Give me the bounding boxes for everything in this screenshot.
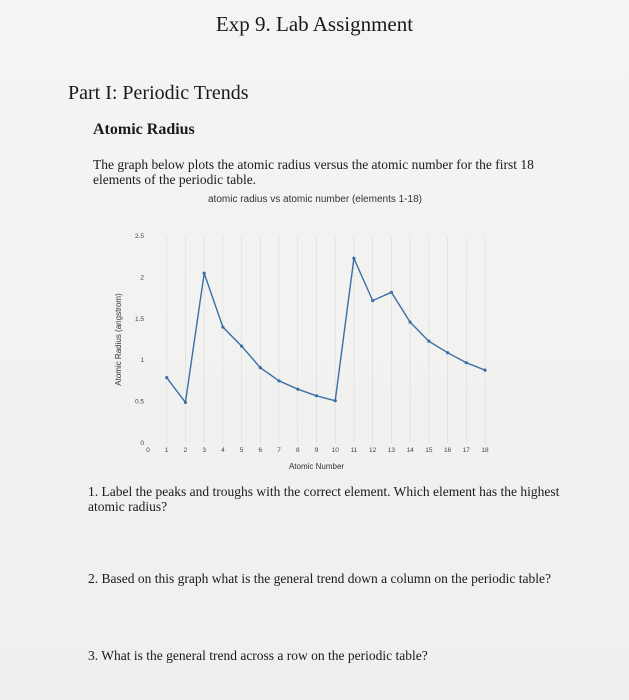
chart-data-points — [165, 257, 486, 404]
chart-gridlines — [167, 236, 485, 443]
x-tick-label: 2 — [183, 447, 188, 454]
y-tick-label: 0 — [140, 440, 144, 447]
x-tick-label: 10 — [331, 447, 339, 454]
data-point-16 — [446, 351, 449, 354]
x-axis-label: Atomic Number — [288, 462, 345, 471]
x-tick-label: 13 — [387, 447, 396, 454]
x-tick-label: 15 — [425, 447, 433, 454]
question-1: 1. Label the peaks and troughs with the correct element. Which element has the highest atomic radius? — [88, 484, 560, 514]
atomic-radius-chart — [105, 188, 525, 478]
data-point-13 — [390, 291, 393, 294]
x-tick-label: 1 — [164, 447, 169, 454]
x-tick-label: 12 — [369, 447, 377, 454]
data-point-2 — [184, 401, 187, 404]
data-point-17 — [465, 361, 468, 364]
x-tick-label: 3 — [202, 447, 206, 454]
x-tick-label: 0 — [146, 447, 150, 454]
y-tick-label: 1 — [140, 357, 144, 365]
y-tick-label: 2 — [140, 274, 144, 282]
chart-series-line — [167, 258, 485, 402]
data-point-5 — [240, 345, 243, 348]
y-tick-label: 0.5 — [134, 398, 144, 406]
x-tick-label: 17 — [462, 447, 470, 454]
chart-title: atomic radius vs atomic number (elements 1-18) — [208, 194, 422, 205]
worksheet-title: Exp 9. Lab Assignment — [215, 12, 414, 36]
intro-paragraph: The graph below plots the atomic radius versus the atomic number for the first 18 elements of the periodic table. — [93, 157, 534, 187]
x-tick-label: 7 — [277, 447, 281, 454]
x-tick-label: 14 — [406, 447, 414, 454]
x-tick-label: 5 — [239, 447, 244, 454]
question-3: 3. What is the general trend across a row on the periodic table? — [88, 648, 428, 663]
data-point-4 — [221, 325, 224, 328]
y-axis-label: Atomic Radius (angstrom) — [114, 293, 123, 386]
data-point-1 — [165, 376, 168, 379]
x-tick-label: 4 — [221, 447, 225, 454]
data-point-9 — [315, 394, 318, 397]
data-point-3 — [203, 272, 206, 275]
data-point-18 — [483, 369, 486, 372]
series-line-0 — [167, 258, 485, 402]
x-tick-label: 18 — [481, 447, 489, 454]
x-tick-label: 6 — [258, 447, 263, 454]
data-point-12 — [371, 299, 374, 302]
y-tick-label: 1.5 — [134, 315, 144, 323]
data-point-7 — [277, 379, 280, 382]
chart-tick-labels — [135, 233, 489, 454]
x-tick-label: 16 — [443, 447, 452, 454]
data-point-8 — [296, 388, 299, 391]
data-point-14 — [409, 321, 412, 324]
x-tick-label: 9 — [314, 447, 319, 454]
data-point-15 — [427, 340, 430, 343]
x-tick-label: 11 — [350, 447, 358, 454]
part-heading: Part I: Periodic Trends — [68, 82, 249, 104]
question-2: 2. Based on this graph what is the general trend down a column on the periodic table? — [88, 571, 551, 586]
x-tick-label: 8 — [295, 447, 300, 454]
data-point-6 — [259, 366, 262, 369]
y-tick-label: 2.5 — [134, 233, 144, 240]
section-heading: Atomic Radius — [93, 121, 195, 138]
data-point-10 — [334, 399, 337, 402]
data-point-11 — [352, 257, 355, 260]
